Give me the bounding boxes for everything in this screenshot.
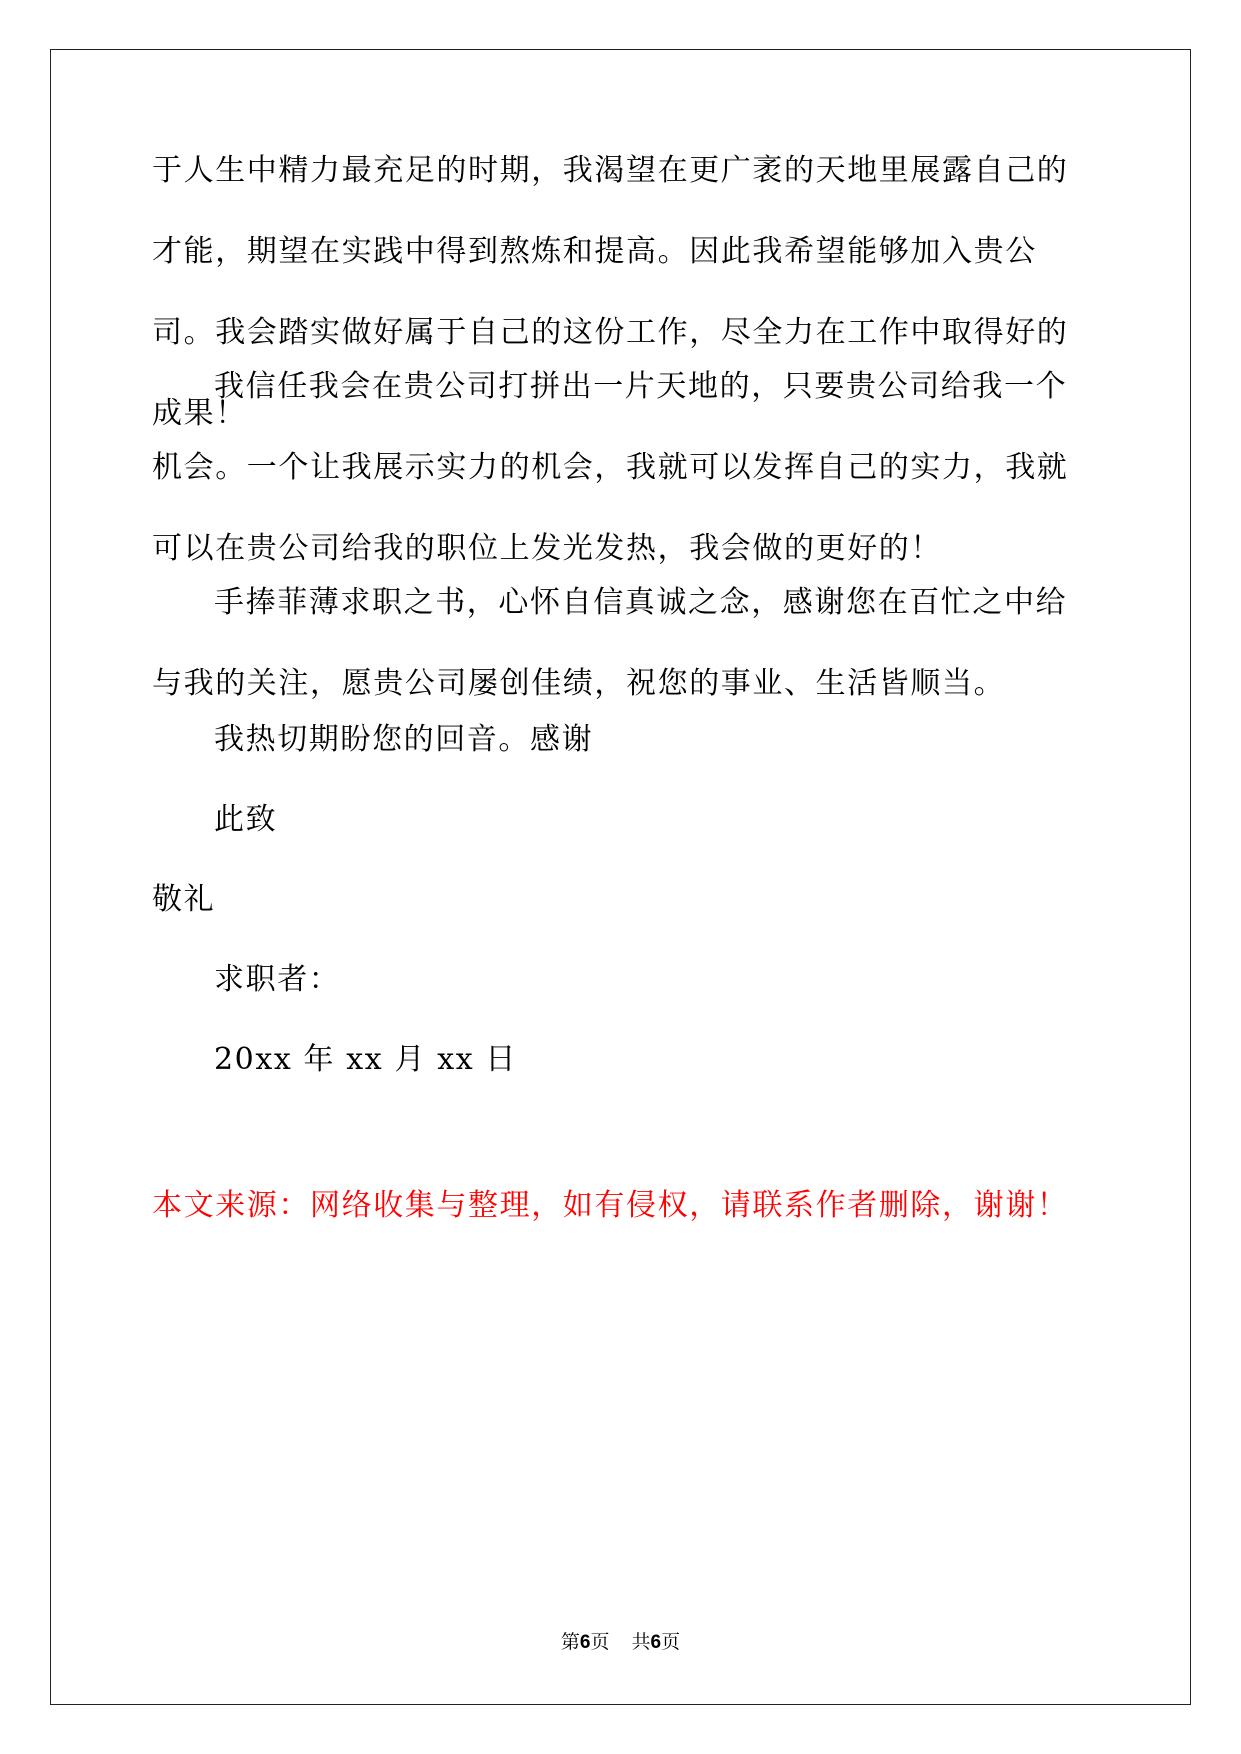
closing-thanks: 我热切期盼您的回音。感谢 bbox=[214, 722, 594, 757]
body-paragraph-3: 手捧菲薄求职之书，心怀自信真诚之念，感谢您在百忙之中给与我的关注，愿贵公司屡创佳绩，祝您的事业、生活皆顺当。 bbox=[152, 585, 1068, 701]
signature-date: 20xx 年 xx 月 xx 日 bbox=[214, 1042, 517, 1077]
footer-total-pages: 6 bbox=[650, 1632, 662, 1653]
salutation-cizhi: 此致 bbox=[214, 802, 278, 837]
body-paragraph-2: 我信任我会在贵公司打拼出一片天地的，只要贵公司给我一个机会。一个让我展示实力的机会，我就可以发挥自己的实力，我就可以在贵公司给我的职位上发光发热，我会做的更好的！ bbox=[152, 369, 1069, 566]
signature-label: 求职者： bbox=[214, 962, 341, 997]
page-footer bbox=[0, 1630, 1241, 1655]
footer-page-prefix: 第 bbox=[560, 1631, 580, 1653]
salutation-jingli: 敬礼 bbox=[152, 882, 216, 917]
footer-total-prefix: 共 bbox=[631, 1631, 651, 1653]
footer-total-suffix: 页 bbox=[661, 1631, 681, 1653]
source-notice: 本文来源：网络收集与整理，如有侵权，请联系作者删除，谢谢！ bbox=[152, 1188, 1069, 1223]
body-paragraph-1: 于人生中精力最充足的时期，我渴望在更广袤的天地里展露自己的才能，期望在实践中得到熬炼和提高。因此我希望能够加入贵公司。我会踏实做好属于自己的这份工作，尽全力在工作中取得好的成果！ bbox=[152, 153, 1069, 431]
footer-page-suffix: 页 bbox=[590, 1631, 610, 1653]
footer-page-number: 6 bbox=[579, 1632, 591, 1653]
